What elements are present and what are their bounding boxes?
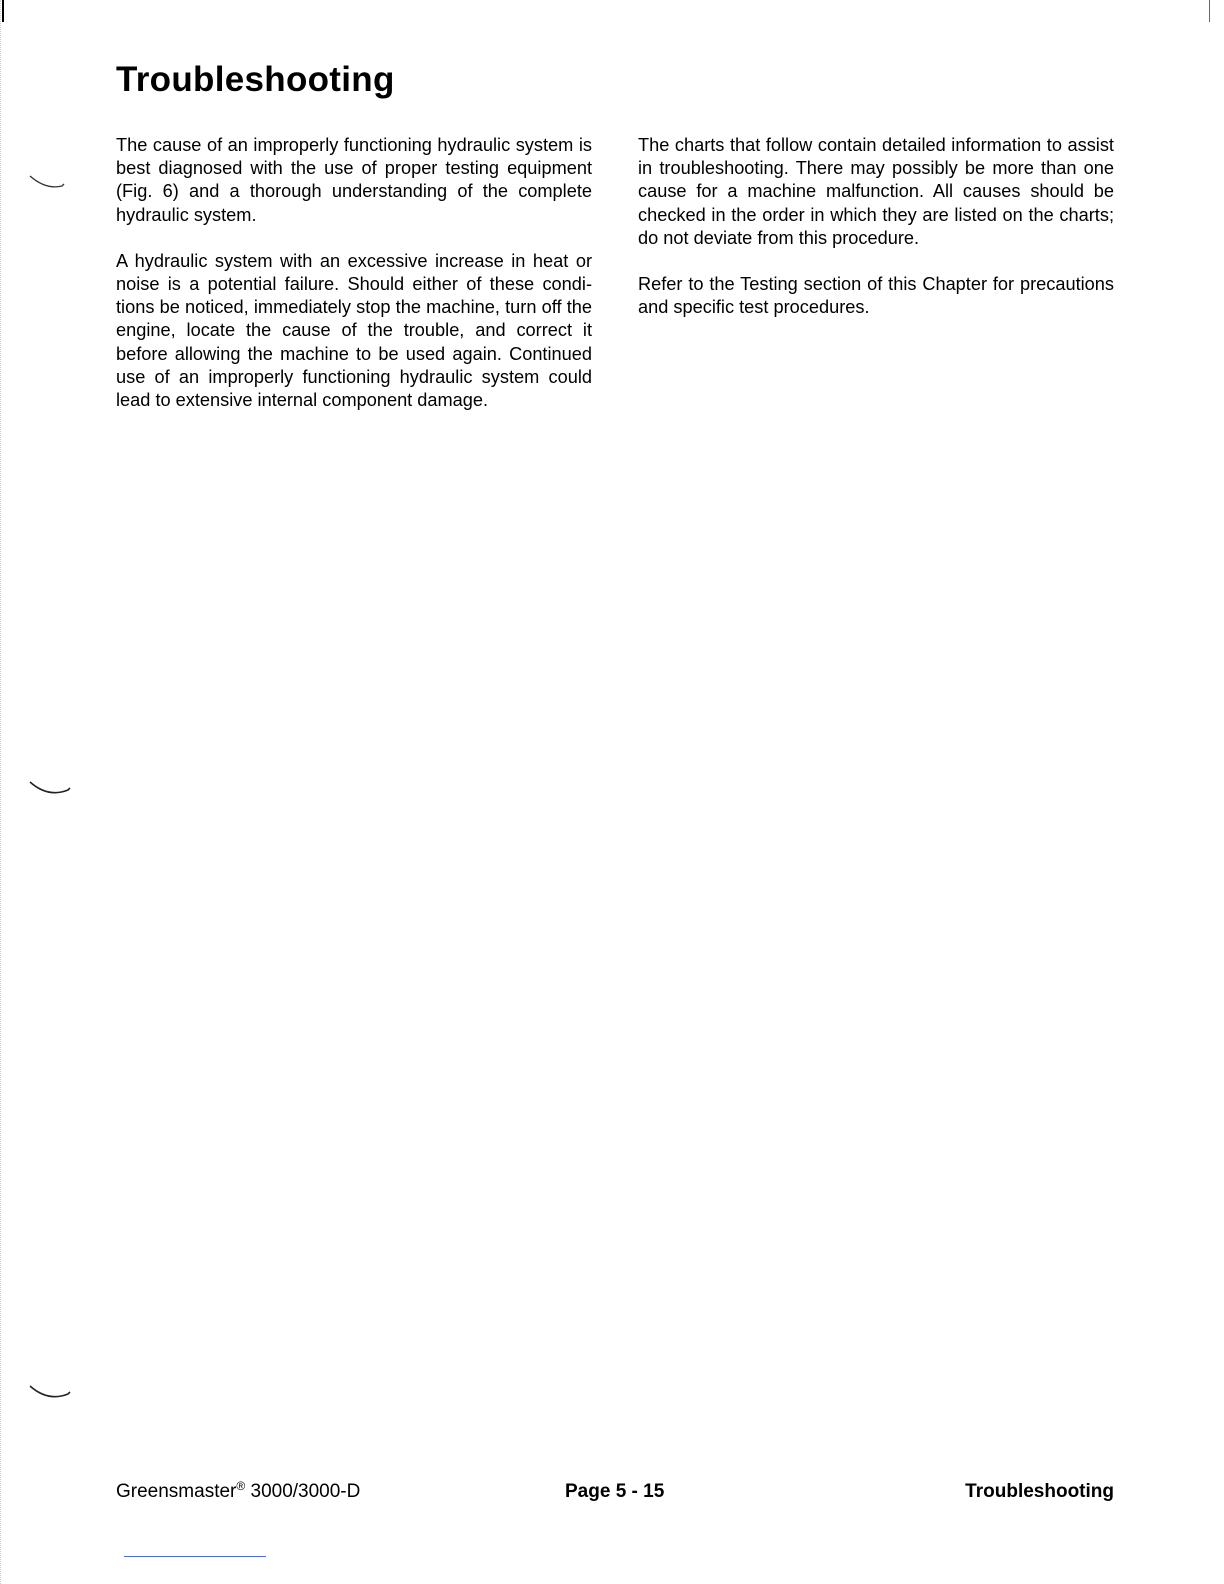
footer-section: Troubleshooting xyxy=(965,1481,1114,1502)
page-title: Troubleshooting xyxy=(116,60,395,99)
paragraph-testing-reference: Refer to the Testing section of this Chapter for precautions and specific test procedures. xyxy=(638,274,1114,318)
right-column xyxy=(638,134,1114,342)
paragraph-potential-failure: A hydraulic system with an excessive increase in heat or noise is a potential failure. Should either of these conditions be noticed, immediately stop the machine, turn off the engine, locate the cause of the trouble, and correct it before allowing the machine to be used again. Continued use of an improperly functioning hydraulic system could lead to extensive internal component damage. xyxy=(116,250,592,411)
bottom-rule xyxy=(124,1556,266,1557)
scan-edge xyxy=(0,0,4,1584)
binder-punch-mark xyxy=(28,780,76,802)
paragraph-diagnosis: The cause of an improperly functioning hydraulic system is best diagnosed with the use of proper testing equipment (Fig. 6) and a thorough understanding of the complete hydraulic system. xyxy=(116,135,592,225)
footer-model: 3000/3000-D xyxy=(245,1481,361,1502)
scan-edge-tick-right xyxy=(1209,0,1210,22)
paragraph-charts: The charts that follow contain detailed information to assist in troubleshooting. There may possibly be more than one cause for a machine malfunction. All causes should be checked in the order in which they are listed on the charts; do not deviate from this procedure. xyxy=(638,135,1114,248)
footer-page-number: Page 5 - 15 xyxy=(565,1481,665,1502)
footer-product-name: Greensmaster xyxy=(116,1481,237,1502)
binder-punch-mark xyxy=(28,172,76,194)
footer-product xyxy=(116,1480,360,1504)
registered-mark: ® xyxy=(236,1479,246,1493)
scan-edge-tick-left xyxy=(2,0,4,22)
left-column xyxy=(116,134,592,435)
binder-punch-mark xyxy=(28,1384,76,1406)
